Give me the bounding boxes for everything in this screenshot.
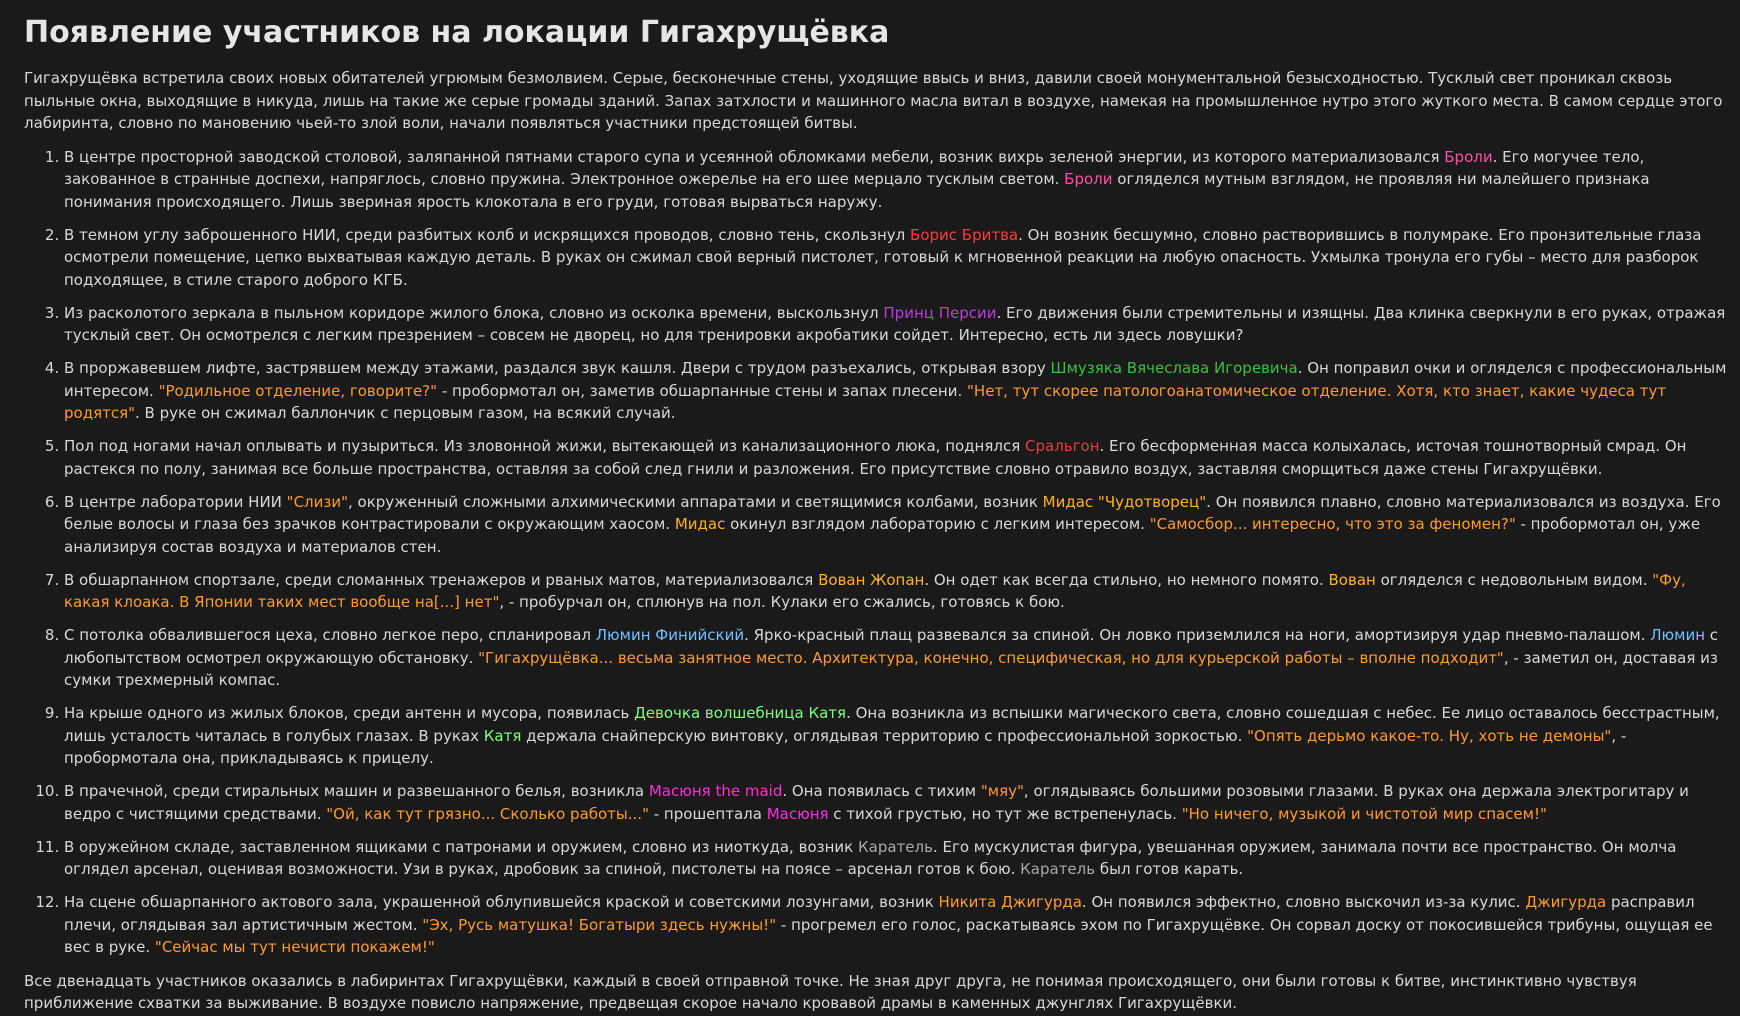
highlighted-text: Масюня the maid xyxy=(648,782,783,800)
highlighted-text: "Ой, как тут грязно... Сколько работы..." xyxy=(326,804,649,823)
text-segment: . Она появилась с тихим xyxy=(782,782,981,800)
text-segment: держала снайперскую винтовку, оглядывая территорию с профессиональной зоркостью. xyxy=(521,726,1248,745)
highlighted-text: "Родильное отделение, говорите?" xyxy=(158,381,438,400)
list-item xyxy=(64,357,1732,425)
text-segment: , - пробормотала она, прикладываясь к прицелу. xyxy=(64,726,1627,767)
highlighted-text: Броли xyxy=(1444,147,1493,166)
text-segment: . Он одет как всегда стильно, но немного помято. xyxy=(924,570,1329,589)
highlighted-text: "Сейчас мы тут нечисти покажем!" xyxy=(154,938,435,956)
text-segment: На сцене обшарпанного актового зала, украшенной облупившейся краской и советскими лозунгами, возник xyxy=(64,893,939,911)
text-segment: , окруженный сложными алхимическими аппаратами и светящимися колбами, возник xyxy=(348,492,1043,511)
text-segment: с любопытством осмотрел окружающую обстановку. xyxy=(64,626,1719,667)
list-item xyxy=(64,836,1732,881)
text-segment: . Его мускулистая фигура, увешанная оружием, занимала почти все пространство. Он молча оглядел арсенал, оценивая возможности. Узи в руках, дробовик за спиной, пистолеты на поясе – арсенал готов к бою. xyxy=(64,837,1677,878)
highlighted-text: Девочка волшебница Катя xyxy=(634,704,847,722)
highlighted-text: "мяу" xyxy=(980,782,1024,800)
highlighted-text: "Эх, Русь матушка! Богатыри здесь нужны!" xyxy=(422,915,777,934)
list-item xyxy=(64,702,1732,770)
highlighted-text: Вован Жопан xyxy=(818,570,925,589)
text-segment: - прошептала xyxy=(648,804,767,823)
highlighted-text: Каратель xyxy=(1020,860,1096,878)
list-item xyxy=(64,569,1732,614)
highlighted-text: Принц Персии xyxy=(883,303,997,322)
highlighted-text: Люмин xyxy=(1650,626,1706,644)
text-segment: с тихой грустью, но тут же встрепенулась. xyxy=(828,804,1182,823)
list-item xyxy=(64,435,1732,480)
outro-paragraph: Все двенадцать участников оказались в лабиринтах Гигахрущёвки, каждый в своей отправной точке. Не зная друг друга, не понимая происходящего, они были готовы к битве, инстинктивно чувствуя приближение схватки за выживание. В воздухе повисло напряжение, предвещая скорое начало кровавой драмы в каменных джунглях Гигахрущёвки. xyxy=(24,971,1637,1012)
highlighted-text: Люмин Финийский xyxy=(595,626,745,644)
text-segment: огляделся с недовольным видом. xyxy=(1375,570,1653,589)
text-segment: расправил плечи, оглядывая зал артистичным жестом. xyxy=(64,893,1695,934)
page-title: Появление участников на локации Гигахрущёвка xyxy=(24,15,890,50)
highlighted-text: Сральгон xyxy=(1025,437,1100,455)
text-segment: В обшарпанном спортзале, среди сломанных тренажеров и рваных матов, материализовался xyxy=(64,570,819,589)
list-item xyxy=(64,491,1732,559)
highlighted-text: "Опять дерьмо какое-то. Ну, хоть не демоны" xyxy=(1247,726,1612,745)
text-segment: В центре просторной заводской столовой, заляпанной пятнами старого супа и усеянной обломками мебели, возник вихрь зеленой энергии, из которого материализовался xyxy=(64,147,1445,166)
list-item xyxy=(64,891,1732,959)
list-item xyxy=(64,302,1732,347)
highlighted-text: Каратель xyxy=(857,837,933,856)
text-segment: . Его могучее тело, закованное в странные доспехи, напряглось, словно пружина. Электронное ожерелье на его шее мерцало тусклым светом. xyxy=(64,147,1645,188)
text-segment: . Она возникла из вспышки магического света, словно сошедшая с небес. Ее лицо оставалось бесстрастным, лишь усталость читалась в голубых глазах. В руках xyxy=(64,704,1720,745)
text-segment: . Он возник бесшумно, словно растворившись в полумраке. Его пронзительные глаза осмотрели помещение, цепко выхватывая каждую деталь. В руках он сжимал свой верный пистолет, готовый к мгновенной реакции на любую опасность. Ухмылка тронула его губы – место для разборок подходящее, в стиле старого доброго КГБ. xyxy=(64,225,1702,289)
list-item xyxy=(64,624,1732,692)
text-segment: . Он поправил очки и огляделся с профессиональным интересом. xyxy=(64,359,1727,400)
text-segment: В прачечной, среди стиральных машин и развешанного белья, возникла xyxy=(64,782,649,800)
text-segment: . Его движения были стремительны и изящны. Два клинка сверкнули в его руках, отражая тусклый свет. Он осмотрелся с легким презрением – совсем не дворец, но для тренировки акробатики сойдет. Интересно, есть ли здесь ловушки? xyxy=(64,303,1726,344)
highlighted-text: Джигурда xyxy=(1525,893,1607,911)
highlighted-text: "Гигахрущёвка... весьма занятное место. Архитектура, конечно, специфическая, но для курьерской работы – вполне подходит" xyxy=(478,648,1504,667)
highlighted-text: Броли xyxy=(1064,170,1113,188)
text-segment: , - пробурчал он, сплюнув на пол. Кулаки его сжались, готовясь к бою. xyxy=(499,593,1065,611)
highlighted-text: "Слизи" xyxy=(286,492,349,511)
list-item xyxy=(64,146,1732,214)
highlighted-text: Катя xyxy=(483,726,522,745)
text-segment: , оглядываясь большими розовыми глазами. В руках она держала электрогитару и ведро с чистящими средствами. xyxy=(64,782,1689,823)
text-segment: Пол под ногами начал оплывать и пузыриться. Из зловонной жижи, вытекающей из канализационного люка, поднялся xyxy=(64,437,1026,455)
highlighted-text: "Но ничего, музыкой и чистотой мир спасем!" xyxy=(1181,804,1547,823)
text-segment: На крыше одного из жилых блоков, среди антенн и мусора, появилась xyxy=(64,704,635,722)
highlighted-text: Шмузяка Вячеслава Игоревича xyxy=(1050,359,1298,377)
text-segment: . В руке он сжимал баллончик с перцовым газом, на всякий случай. xyxy=(135,404,676,422)
text-segment: В оружейном складе, заставленном ящиками с патронами и оружием, словно из ниоткуда, возник xyxy=(64,837,858,856)
text-segment: . Его бесформенная масса колыхалась, источая тошнотворный смрад. Он растекся по полу, занимая все больше пространства, оставляя за собой след гнили и разложения. Его присутствие словно отравило воздух, заставляя сморщиться даже стены Гигахрущёвки. xyxy=(64,437,1687,478)
highlighted-text: Вован xyxy=(1328,570,1376,589)
highlighted-text: "Нет, тут скорее патологоанатомическое отделение. Хотя, кто знает, какие чудеса тут родятся" xyxy=(64,381,1667,422)
highlighted-text: Мидас "Чудотворец" xyxy=(1042,492,1207,511)
text-segment: Из расколотого зеркала в пыльном коридоре жилого блока, словно из осколка времени, выскользнул xyxy=(64,303,884,322)
highlighted-text: "Фу, какая клоака. В Японии таких мест вообще на[...] нет" xyxy=(64,570,1686,611)
text-segment: . Он появился плавно, словно материализовался из воздуха. Его белые волосы и глаза без зрачков контрастировали с окружающим хаосом. xyxy=(64,492,1721,533)
list-item xyxy=(64,224,1732,292)
list-item xyxy=(64,780,1732,825)
text-segment: был готов карать. xyxy=(1095,860,1244,878)
highlighted-text: Мидас xyxy=(674,515,726,533)
highlighted-text: Борис Бритва xyxy=(910,225,1019,244)
highlighted-text: Никита Джигурда xyxy=(938,893,1082,911)
text-segment: - пробормотал он, заметив обшарпанные стены и запах плесени. xyxy=(437,381,968,400)
participant-list xyxy=(24,146,1732,959)
text-segment: В проржавевшем лифте, застрявшем между этажами, раздался звук кашля. Двери с трудом разъехались, открывая взору xyxy=(64,359,1051,377)
text-segment: окинул взглядом лабораторию с легким интересом. xyxy=(725,515,1150,533)
text-segment: - пробормотал он, уже анализируя состав воздуха и материалов стен. xyxy=(64,515,1701,556)
text-segment: . Ярко-красный плащ развевался за спиной. Он ловко приземлился на ноги, амортизируя удар пневмо-палашом. xyxy=(744,626,1651,644)
text-segment: В темном углу заброшенного НИИ, среди разбитых колб и искрящихся проводов, словно тень, скользнул xyxy=(64,225,911,244)
text-segment: огляделся мутным взглядом, не проявляя ни малейшего признака понимания происходящего. Лишь звериная ярость клокотала в его груди, готовая вырваться наружу. xyxy=(64,170,1650,211)
text-segment: С потолка обвалившегося цеха, словно легкое перо, спланировал xyxy=(64,626,596,644)
text-segment: - прогремел его голос, раскатываясь эхом по Гигахрущёвке. Он сорвал доску от покосившейся трибуны, ощущая ее вес в руке. xyxy=(64,915,1713,956)
intro-paragraph: Гигахрущёвка встретила своих новых обитателей угрюмым безмолвием. Серые, бесконечные стены, уходящие ввысь и вниз, давили своей монументальной безысходностью. Тусклый свет проникал сквозь пыльные окна, выходящие в никуда, лишь на такие же серые громады зданий. Запах затхлости и машинного масла витал в воздухе, намекая на промышленное нутро этого жуткого места. В самом сердце этого лабиринта, словно по мановению чьей-то злой воли, начали появляться участники предстоящей битвы. xyxy=(24,69,1723,132)
highlighted-text: Масюня xyxy=(766,804,829,823)
text-segment: В центре лаборатории НИИ xyxy=(64,492,287,511)
text-segment: . Он появился эффектно, словно выскочил из-за кулис. xyxy=(1081,893,1526,911)
highlighted-text: "Самосбор... интересно, что это за феномен?" xyxy=(1149,515,1516,533)
text-segment: , - заметил он, доставая из сумки трехмерный компас. xyxy=(64,648,1718,689)
